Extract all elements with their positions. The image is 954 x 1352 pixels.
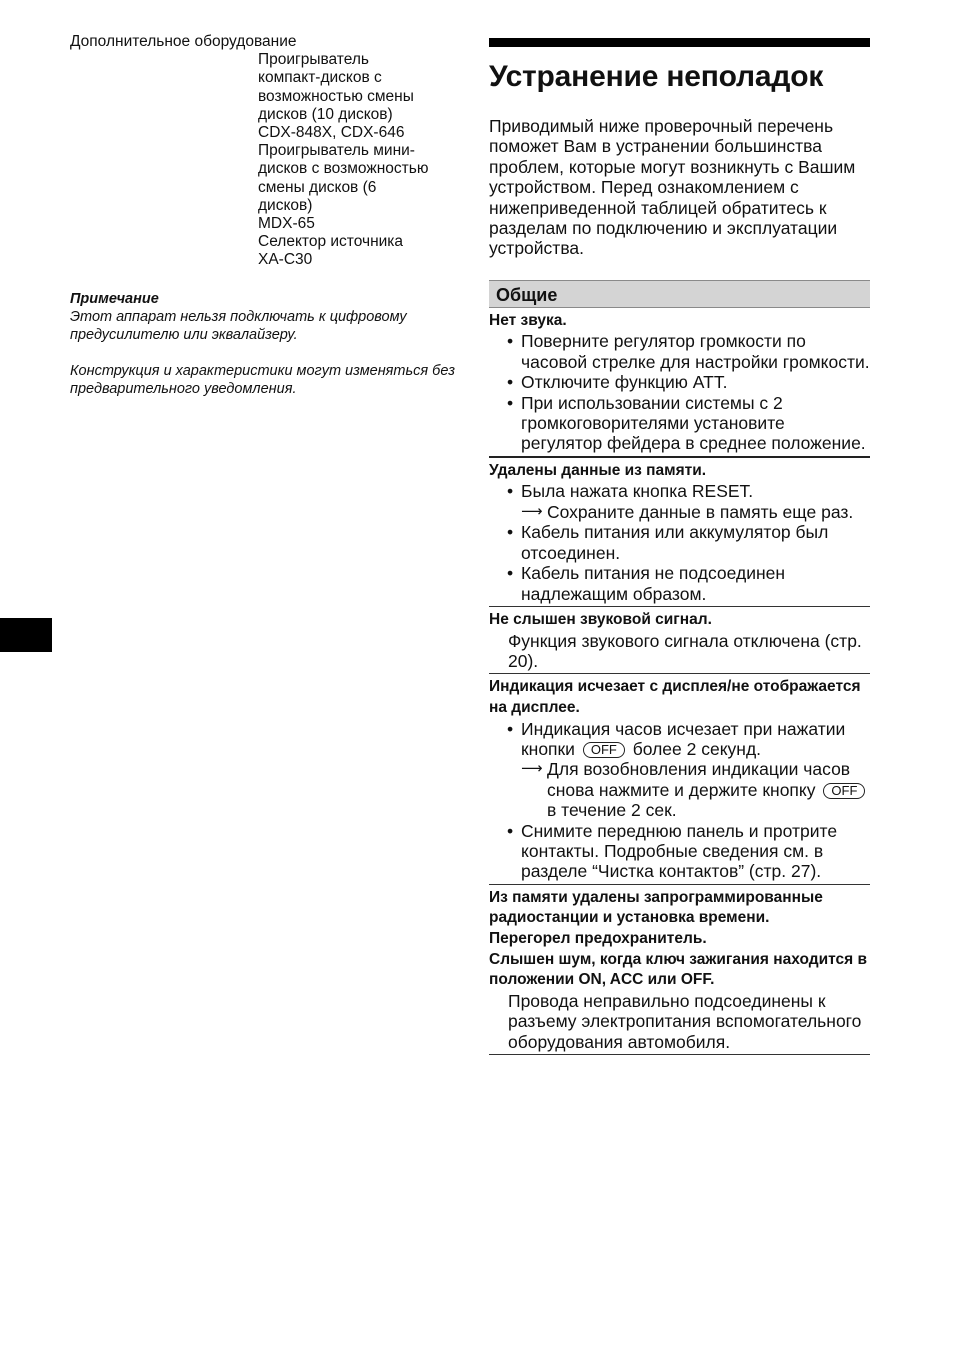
section-header-general: Общие (489, 280, 870, 308)
accessory-line: компакт-дисков с (258, 69, 382, 87)
solution-list (489, 331, 870, 453)
solution-item: • Поверните регулятор громкости по часовой стрелке для настройки громкости. (489, 331, 870, 372)
problem-title: Нет звука. (489, 311, 567, 329)
solution-list (489, 481, 870, 603)
problem-title: Не слышен звуковой сигнал. (489, 610, 712, 628)
arrow-right-icon: ⟶ (521, 760, 543, 778)
accessory-line: возможностью смены (258, 87, 414, 105)
solution-item: • При использовании системы с 2 громкоговорителями установите регулятор фейдера в среднее положение. (489, 393, 870, 454)
problem-title: Индикация исчезает с дисплея/не отображается на дисплее. (489, 678, 861, 716)
off-button-label: OFF (823, 783, 865, 799)
solution-item: • Отключите функцию ATT. (489, 372, 870, 392)
solution-text: Провода неправильно подсоединены к разъему электропитания вспомогательного оборудования автомобиля. (508, 990, 862, 1052)
page-edge-tab (0, 618, 52, 652)
arrow-item-text: Сохраните данные в память еще раз. (547, 501, 854, 522)
note-text: Этот аппарат нельзя подключать к цифровому предусилителю или эквалайзеру. (70, 308, 407, 343)
entry-no-sound (489, 308, 870, 458)
accessory-line: Проигрыватель (258, 51, 369, 69)
solution-text-part: более 2 секунд. (632, 738, 762, 759)
solution-list (489, 719, 870, 882)
right-column (489, 38, 870, 1055)
accessories-title: Дополнительное оборудование (70, 33, 297, 50)
accessory-line: XA-C30 (258, 251, 313, 269)
arrow-item-text: в течение 2 сек. (547, 800, 677, 821)
entry-memory-erased (489, 458, 870, 607)
solution-text-part: Индикация часов исчезает при нажатии кнопки (521, 718, 846, 759)
solution-item: • Снимите переднюю панель и протрите контакты. Подробные сведения см. в разделе “Чистка контактов” (стр. 27). (489, 821, 870, 882)
solution-item: • Кабель питания не подсоединен надлежащим образом. (489, 563, 870, 604)
problem-title: Слышен шум, когда ключ зажигания находится в положении ON, ACC или OFF. (489, 950, 867, 989)
intro-paragraph: Приводимый ниже проверочный перечень поможет Вам в устранении большинства проблем, которые могут возникнуть с Вашим устройством. Перед ознакомлением с нижеприведенной таблицей обратитесь к разделам по подключению и эксплуатации устройства. (489, 116, 856, 259)
solution-arrow-item (489, 759, 870, 820)
solution-item: • Кабель питания или аккумулятор был отсоединен. (489, 522, 870, 563)
problem-title: Удалены данные из памяти. (489, 461, 707, 479)
entry-stations-fuse-noise (489, 885, 870, 1055)
accessory-line: дисков с возможностью (258, 160, 429, 178)
title-rule (489, 38, 870, 47)
accessory-line: дисков (10 дисков) (258, 105, 393, 123)
arrow-item-text: Для возобновления индикации часов снова нажмите и держите кнопку (547, 759, 851, 800)
accessory-line: CDX-848X, CDX-646 (258, 124, 405, 142)
off-button-label: OFF (583, 742, 625, 758)
accessory-line: Селектор источника (258, 233, 404, 251)
note-block (70, 290, 465, 398)
arrow-right-icon: ⟶ (521, 502, 543, 520)
solution-text: Функция звукового сигнала отключена (стр. 20). (508, 630, 862, 671)
solution-item (489, 719, 870, 760)
accessory-line: Проигрыватель мини- (258, 142, 415, 160)
entry-display (489, 674, 870, 884)
note-title: Примечание (70, 290, 159, 307)
accessory-line: MDX-65 (258, 215, 315, 233)
accessory-line: дисков) (258, 196, 313, 214)
problem-title: Перегорел предохранитель. (489, 929, 707, 947)
accessory-line: смены дисков (6 (258, 178, 377, 196)
solution-item: • Была нажата кнопка RESET. (489, 481, 870, 501)
page-title: Устранение неполадок (489, 60, 824, 93)
solution-arrow-item (489, 502, 870, 522)
problem-title: Из памяти удалены запрограммированные радиостанции и установка времени. (489, 888, 823, 927)
spec-notice: Конструкция и характеристики могут изменяться без предварительного уведомления. (70, 362, 455, 397)
left-column (70, 33, 465, 398)
accessories-list (258, 51, 458, 269)
entry-no-beep (489, 607, 870, 674)
